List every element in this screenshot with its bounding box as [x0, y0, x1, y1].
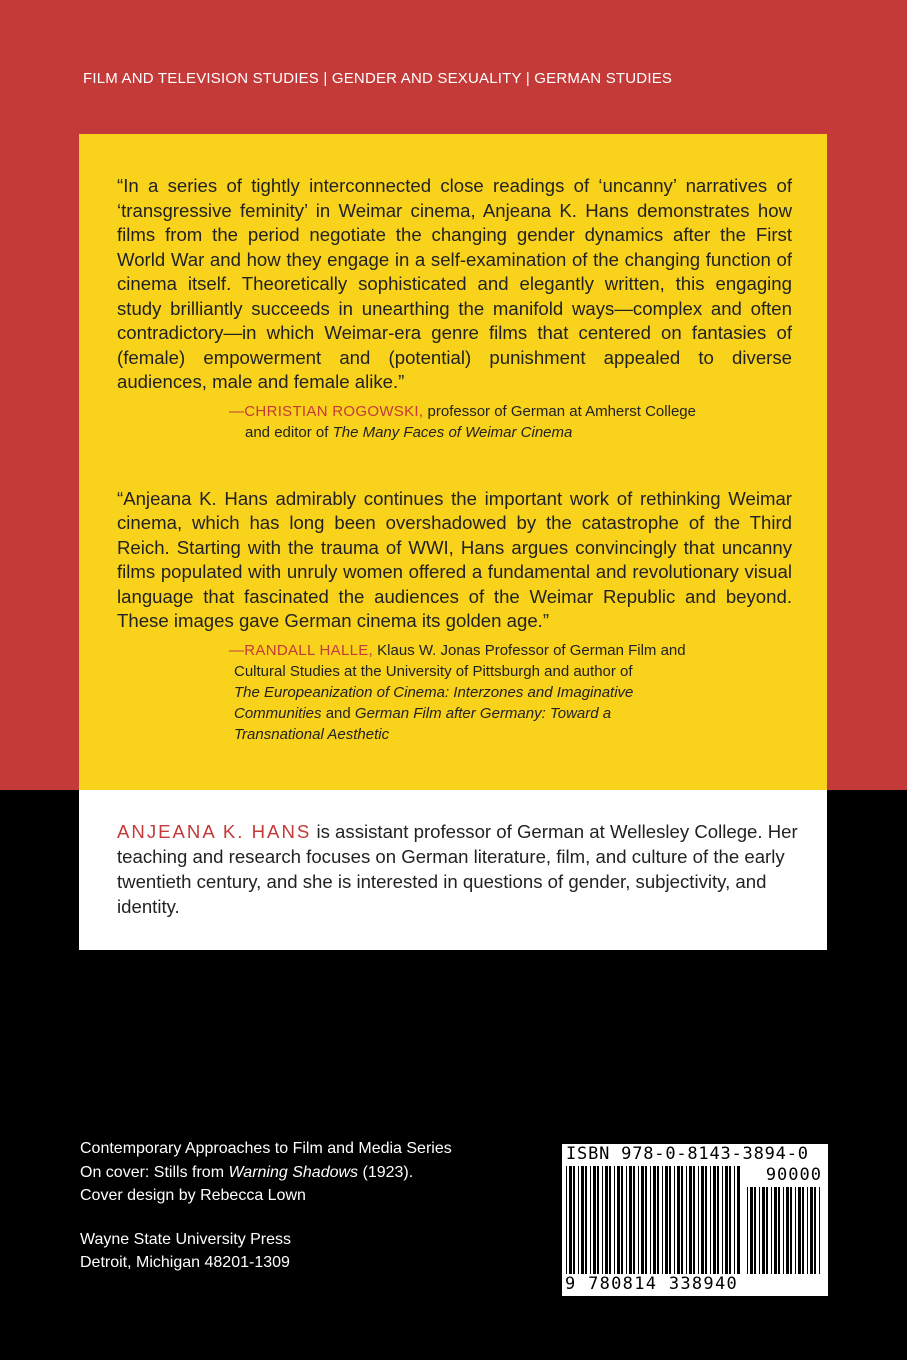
price-code: 90000	[765, 1165, 822, 1185]
endorser-credit-1: professor of German at Amherst College	[423, 402, 696, 420]
endorsement-attribution-2	[117, 640, 792, 745]
barcode-bar	[754, 1187, 756, 1274]
barcode-bar	[662, 1166, 663, 1274]
barcode-bar	[629, 1166, 632, 1274]
barcode-bar	[766, 1187, 768, 1274]
endorser-credit-2: Klaus W. Jonas Professor of German Film and	[373, 641, 686, 659]
cover-film-title: Warning Shadows	[228, 1163, 359, 1181]
author-name: ANJEANA K. HANS	[117, 821, 312, 842]
publisher-address: Detroit, Michigan 48201-1309	[80, 1254, 290, 1271]
barcode-bar	[657, 1166, 659, 1274]
barcode-bar	[725, 1166, 728, 1274]
barcode-bar	[573, 1166, 575, 1274]
barcode-bar	[569, 1166, 572, 1274]
barcode-bar	[705, 1166, 707, 1274]
barcode-bar	[798, 1187, 801, 1274]
book-title-europeanization-1: The Europeanization of Cinema: Interzones and Imaginative	[234, 683, 634, 701]
barcode-bar	[810, 1187, 813, 1274]
barcode-bar	[626, 1166, 627, 1274]
barcode-bar	[717, 1166, 719, 1274]
barcode-bar	[710, 1166, 711, 1274]
barcode-bar	[645, 1166, 647, 1274]
barcode-bar	[734, 1166, 735, 1274]
barcode-bar	[566, 1166, 567, 1274]
endorsement-quote-1: “In a series of tightly interconnected close readings of ‘uncanny’ narratives of ‘transgressive feminity’ in Weimar cinema, Anjeana K. Hans demonstrates how films from the period negotiate the changing gender dynamics after the First World War and how they engage in a self-examination of the changing function of cinema itself. Theoretically sophisticated and elegantly written, this engaging study brilliantly succeeds in unearthing the manifold ways—complex and often contradictory—in which Weimar-era genre films that centered on fantasies of (female) empowerment and (potential) punishment appealed to diverse audiences, male and female alike.”	[117, 175, 792, 392]
barcode-bar	[621, 1166, 623, 1274]
subject-categories: FILM AND TELEVISION STUDIES | GENDER AND SEXUALITY | GERMAN STUDIES	[83, 70, 673, 87]
barcode-bar	[653, 1166, 656, 1274]
barcode-bar	[783, 1187, 784, 1274]
cover-credit-prefix: On cover: Stills from	[80, 1163, 229, 1181]
author-bio-text: is assistant professor of German at Wellesley College. Her teaching and research focuses on German literature, film, and culture of the early twentieth century, and she is interested in questions of gender, subjectivity, and identity.	[117, 821, 798, 917]
endorsement-attribution-1	[117, 401, 792, 443]
barcode-bar	[686, 1166, 687, 1274]
barcode-bar	[786, 1187, 789, 1274]
barcode-bar	[609, 1166, 611, 1274]
barcode-bar	[581, 1166, 584, 1274]
barcode-bar	[633, 1166, 635, 1274]
barcode-bar	[590, 1166, 591, 1274]
publication-info	[80, 1137, 452, 1275]
barcode-bar	[774, 1187, 777, 1274]
barcode-bar	[795, 1187, 796, 1274]
barcode-bar	[762, 1187, 765, 1274]
barcode-bar	[597, 1166, 599, 1274]
barcode-bar	[665, 1166, 668, 1274]
endorser-credit-2b: Cultural Studies at the University of Pittsburgh and author of	[234, 662, 633, 680]
barcode-bar	[677, 1166, 680, 1274]
barcode-bar	[602, 1166, 603, 1274]
cover-credit-suffix: (1923).	[358, 1163, 414, 1181]
barcode-bar	[819, 1187, 820, 1274]
cover-credit	[80, 1161, 452, 1185]
barcode-bar	[617, 1166, 620, 1274]
endorser-credit-and: and	[321, 704, 355, 722]
endorsements-panel	[79, 134, 827, 790]
barcode-bar	[747, 1187, 748, 1274]
barcode-bar	[729, 1166, 731, 1274]
book-title-german-film-1: German Film after Germany: Toward a	[354, 704, 612, 722]
barcode-bar	[638, 1166, 639, 1274]
barcode-bar	[737, 1166, 740, 1274]
series-name: Contemporary Approaches to Film and Media Series	[80, 1140, 452, 1157]
barcode-bar	[585, 1166, 587, 1274]
endorser-credit-1b: and editor of	[245, 423, 333, 441]
barcode-bar	[578, 1166, 579, 1274]
barcode-bar	[790, 1187, 792, 1274]
barcode-bar	[669, 1166, 671, 1274]
barcode-bar	[802, 1187, 804, 1274]
barcode-bar	[701, 1166, 704, 1274]
isbn-number: ISBN 978-0-8143-3894-0	[566, 1144, 809, 1164]
barcode-bar	[759, 1187, 760, 1274]
barcode-bar	[713, 1166, 716, 1274]
barcode-bar	[750, 1187, 753, 1274]
book-title-many-faces: The Many Faces of Weimar Cinema	[332, 423, 573, 441]
barcode-bar	[807, 1187, 808, 1274]
barcode-digits: 9 780814 338940	[565, 1274, 739, 1294]
book-title-europeanization-2: Communities	[234, 704, 322, 722]
author-bio	[117, 819, 807, 919]
barcode-bar	[814, 1187, 816, 1274]
barcode-bar	[698, 1166, 699, 1274]
book-title-german-film-2: Transnational Aesthetic	[234, 725, 390, 743]
barcode-bar	[614, 1166, 615, 1274]
barcode-bars-addon	[747, 1187, 821, 1274]
barcode-bar	[771, 1187, 772, 1274]
author-bio-panel	[79, 790, 827, 950]
barcode-bar	[689, 1166, 692, 1274]
barcode-bar	[681, 1166, 683, 1274]
barcode-bar	[693, 1166, 695, 1274]
design-credit: Cover design by Rebecca Lown	[80, 1187, 306, 1204]
barcode-bar	[641, 1166, 644, 1274]
endorsement-quote-2: “Anjeana K. Hans admirably continues the important work of rethinking Weimar cinema, which has long been overshadowed by the catastrophe of the Third Reich. Starting with the trauma of WWI, Hans argues convincingly that uncanny films populated with unruly women offered a fundamental and revolutionary visual language that fascinated the audiences of the Weimar Republic and beyond. These images gave German cinema its golden age.”	[117, 487, 792, 631]
barcode-bar	[650, 1166, 651, 1274]
barcode-bar	[722, 1166, 723, 1274]
barcode-bar	[778, 1187, 780, 1274]
endorser-name-2: —RANDALL HALLE,	[229, 641, 373, 659]
barcode-bar	[605, 1166, 608, 1274]
barcode-bars-main	[566, 1166, 741, 1274]
isbn-barcode	[562, 1144, 828, 1296]
barcode-bar	[674, 1166, 675, 1274]
endorser-name-1: —CHRISTIAN ROGOWSKI,	[229, 402, 424, 420]
publisher-name: Wayne State University Press	[80, 1230, 292, 1248]
barcode-bar	[593, 1166, 596, 1274]
